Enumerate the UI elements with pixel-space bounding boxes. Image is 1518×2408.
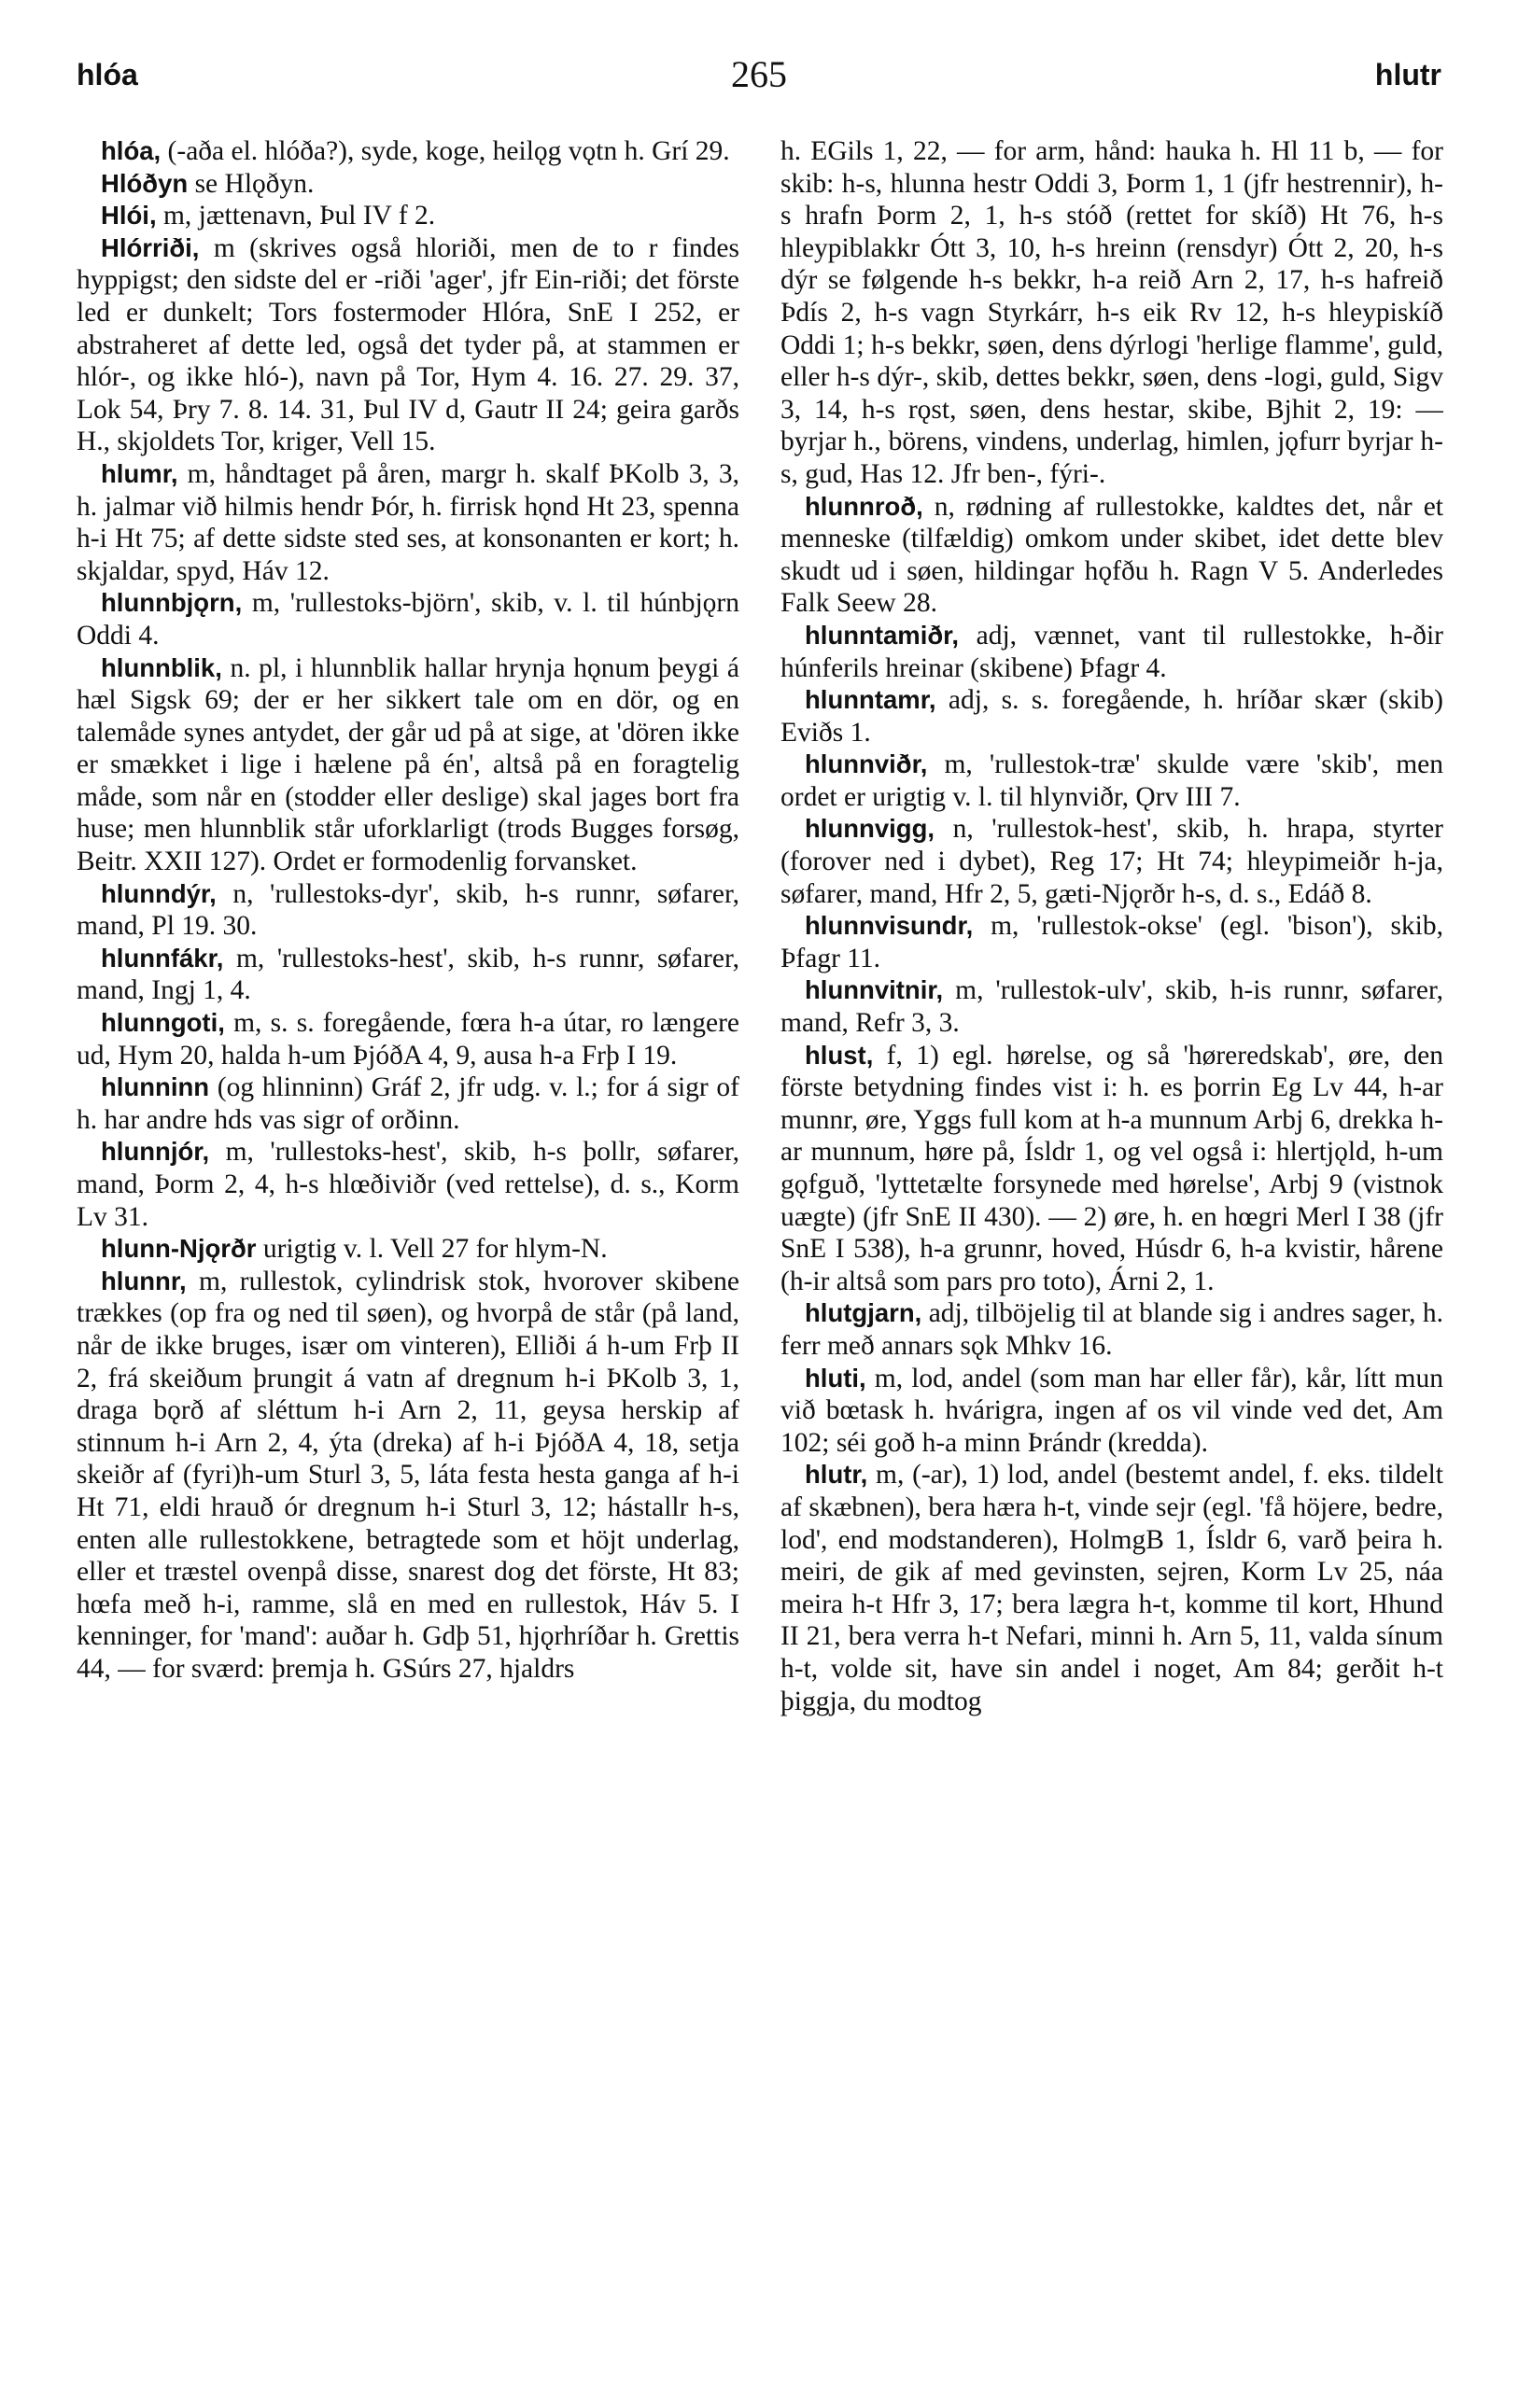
entry-headword: hlunnviðr, — [805, 749, 928, 779]
entry-headword: hlunnfákr, — [101, 943, 224, 973]
dictionary-entry — [780, 1297, 1443, 1362]
entry-definition: m, 'rullestoks-björn', skib, v. l. til húnbjǫrn Oddi 4. — [77, 588, 739, 651]
entry-headword: hlunnr, — [101, 1266, 187, 1295]
entry-definition: m, håndtaget på åren, margr h. skalf ÞKolb 3, 3, h. jalmar við hilmis hendr Þór, h. firrisk hǫnd Ht 23, spenna h-i Ht 75; af dette sidste sted ses, at konsonanten er kort; h. skjaldar, spyd, Háv 12. — [77, 458, 739, 586]
entry-headword: hlunnvisundr, — [805, 911, 974, 941]
entry-definition: m, jættenavn, Þul IV f 2. — [156, 201, 436, 231]
entry-headword: hlunnblik, — [101, 652, 222, 682]
dictionary-entry — [77, 232, 739, 458]
entry-headword: hlunnroð, — [805, 491, 923, 521]
entry-definition: adj, tilböjelig til at blande sig i andres sager, h. ferr með annars sǫk Mhkv 16. — [780, 1298, 1443, 1361]
entry-definition: adj, s. s. foregående, h. hríðar skær (skib) Eviðs 1. — [780, 685, 1443, 748]
page-number: 265 — [731, 53, 787, 95]
entry-definition: m, 'rullestoks-hest', skib, h-s runnr, søfarer, mand, Ingj 1, 4. — [77, 943, 739, 1006]
dictionary-entry — [780, 910, 1443, 974]
entry-headword: hlunnvigg, — [805, 814, 935, 844]
entry-definition: m (skrives også hloriði, men de to r findes hyppigst; den sidste del er -riði 'ager', jfr Ein-riði; det förste led er dunkelt; Tors fostermoder Hlóra, SnE I 252, er abstraheret af dette led, også det tyder på, at stammen er hlór-, og ikke hló-), navn på Tor, Hym 4. 16. 27. 29. 37, Lok 54, Þry 7. 8. 14. 31, Þul IV d, Gautr II 24; geira garðs H., skjoldets Tor, kriger, Vell 15. — [77, 232, 739, 457]
dictionary-entry — [780, 1459, 1443, 1717]
dictionary-entry — [780, 974, 1443, 1039]
page-header — [77, 53, 1441, 114]
entry-definition: m, (-ar), 1) lod, andel (bestemt andel, f. eks. tildelt af skæbnen), bera hæra h-t, vinde sejr (egl. 'få höjere, bedre, lod', end modstanderen), HolmgB 1, Ísldr 6, varð þeira h. meiri, de gik af med gevinsten, sejren, Korm Lv 25, náa meira h-t Hfr 3, 17; bera lægra h-t, komme til kort, Hhund II 21, bera verra h-t Nefari, minni h. Arn 5, 11, valda sínum h-t, volde sit, have sin andel i noget, Am 84; gerðit h-t þiggja, du modtog — [780, 1460, 1443, 1716]
entry-definition: m, lod, andel (som man har eller får), kår, lítt mun við bœtask h. hvárigra, ingen af os vil vinde ved det, Am 102; séi goð h-a minn Þrándr (kredda). — [780, 1363, 1443, 1458]
entry-definition: (og hlinninn) Gráf 2, jfr udg. v. l.; for á sigr of h. har andre hds vas sigr of orðinn. — [77, 1072, 739, 1135]
dictionary-entry — [77, 168, 739, 201]
entry-definition: m, 'rullestok-okse' (egl. 'bison'), skib, Þfagr 11. — [780, 911, 1443, 973]
entry-headword: hlumr, — [101, 458, 178, 488]
dictionary-entry — [77, 1233, 739, 1266]
entry-definition: adj, vænnet, vant til rullestokke, h-ðir húnferils hreinar (skibene) Þfagr 4. — [780, 620, 1443, 683]
dictionary-entry — [77, 1071, 739, 1136]
dictionary-entry — [77, 1136, 739, 1233]
entry-definition: n, 'rullestok-hest', skib, h. hrapa, styrter (forover ned i dybet), Reg 17; Ht 74; hleypimeiðr h-ja, søfarer, mand, Hfr 2, 5, gæti-Njǫrðr h-s, d. s., Edáð 8. — [780, 814, 1443, 909]
header-last-word: hlutr — [1374, 58, 1441, 91]
entry-definition: m, 'rullestoks-hest', skib, h-s þollr, søfarer, mand, Þorm 2, 4, h-s hlœðiviðr (ved rettelse), d. s., Korm Lv 31. — [77, 1137, 739, 1232]
dictionary-entry — [77, 135, 739, 168]
entry-definition: m, 'rullestok-ulv', skib, h-is runnr, søfarer, mand, Refr 3, 3. — [780, 975, 1443, 1039]
dictionary-entry — [77, 1007, 739, 1071]
entry-headword: hlunn-Njǫrðr — [101, 1234, 257, 1264]
entry-definition: m, s. s. foregående, fœra h-a útar, ro længere ud, Hym 20, halda h-um ÞjóðA 4, 9, ausa h-a Frþ I 19. — [77, 1008, 739, 1071]
dictionary-entry — [77, 652, 739, 878]
entry-headword: hlunnbjǫrn, — [101, 588, 243, 618]
dictionary-entry — [780, 135, 1443, 491]
entry-headword: hlunnvitnir, — [805, 975, 944, 1005]
entry-definition: m, rullestok, cylindrisk stok, hvorover skibene trækkes (op fra og ned til søen), og hvorpå de står (på land, når de ikke bruges, især om vinteren), Elliði á h-um Frþ II 2, frá skeiðum þrungit á vatn af dregnum h-i ÞKolb 3, 1, draga bǫrð af sléttum h-i Arn 2, 11, geysa herskip af stinnum h-i Arn 2, 4, ýta (dreka) af h-i ÞjóðA 4, 18, setja skeiðr af (fyri)h-um Sturl 3, 5, láta festa hesta ganga af h-i Ht 71, eldi hrauð ór dregnum h-i Sturl 3, 12; hástallr h-s, enten alle rullestokkene, betragtede som et höjt underlag, eller et træstel ovenpå disse, snarest dog det förste, Ht 83; hœfa með h-i, ramme, slå en med en rullestok, Háv 5. I kenninger, for 'mand': auðar h. Gdþ 51, hjǫrhríðar h. Grettis 44, — for sværd: þremja h. GSúrs 27, hjaldrs — [77, 1266, 739, 1684]
entry-definition: n. pl, i hlunnblik hallar hrynja hǫnum þeygi á hæl Sigsk 69; der er her sikkert tale om en dör, og en talemåde synes antydet, der går ud på at sige, at 'dören ikke er smækket i lige i hælene på én', altså på en foragtelig måde, som når en (stodder eller deslige) skal jages bort fra huse; men hlunnblik står uforklarligt (trods Bugges forsøg, Beitr. XXII 127). Ordet er formodenlig forvansket. — [77, 652, 739, 877]
dictionary-entry — [780, 1363, 1443, 1460]
entry-definition: (-aða el. hlóða?), syde, koge, heilǫg vǫtn h. Grí 29. — [161, 136, 730, 166]
entry-headword: hlunnjór, — [101, 1137, 210, 1167]
entry-headword: hlutgjarn, — [805, 1298, 922, 1328]
dictionary-entry — [77, 458, 739, 587]
entry-headword: hlóa, — [101, 136, 162, 165]
entry-headword: hluti, — [805, 1363, 866, 1393]
dictionary-entry — [77, 878, 739, 943]
dictionary-entry — [780, 813, 1443, 910]
entry-headword: hlust, — [805, 1040, 874, 1070]
entry-headword: Hlórriði, — [101, 232, 200, 262]
entry-definition: f, 1) egl. hørelse, og så 'høreredskab', øre, den förste betydning findes vist i: h. es þorrin Eg Lv 44, h-ar munnr, øre, Yggs full kom at h-a munnum Arbj 6, drekka h-ar munnum, høre på, Ísldr 1, og vel også i: hlertjǫld, h-um gǫfguð, 'lyttetælte forsynede med hørelse', Arbj 9 (vistnok uægte) (jfr SnE II 430). — 2) øre, h. en hœgri Merl I 38 (jfr SnE I 538), h-a grunnr, hoved, Húsdr 6, h-a kvistir, hårene (h-ir altså som pars pro toto), Árni 2, 1. — [780, 1040, 1443, 1296]
dictionary-entry — [77, 587, 739, 651]
entry-definition: urigtig v. l. Vell 27 for hlym-N. — [256, 1234, 608, 1265]
dictionary-entry — [780, 491, 1443, 620]
entry-definition: n, 'rullestoks-dyr', skib, h-s runnr, søfarer, mand, Pl 19. 30. — [77, 878, 739, 942]
entry-headword: Hlói, — [101, 201, 157, 231]
dictionary-entry — [77, 1266, 739, 1686]
dictionary-entry — [77, 200, 739, 232]
entry-definition: m, 'rullestok-træ' skulde være 'skib', men ordet er urigtig v. l. til hlynviðr, Ǫrv III 7. — [780, 749, 1443, 812]
right-column — [780, 135, 1443, 2375]
left-column — [77, 135, 739, 2375]
dictionary-entry — [780, 1040, 1443, 1298]
entry-definition: h. EGils 1, 22, — for arm, hånd: hauka h. Hl 11 b, — for skib: h-s, hlunna hestr Oddi 3, Þorm 1, 1 (jfr hestrennir), h-s hrafn Þorm 2, 1, h-s stóð (rettet for skíð) Ht 76, h-s hleypiblakkr Ótt 3, 10, h-s hreinn (rensdyr) Ótt 2, 20, h-s dýr se følgende h-s bekkr, h-a reið Arn 2, 17, h-s hafreið Þdís 2, h-s vagn Styrkárr, h-s eik Rv 12, h-s hleypiskíð Oddi 1; h-s bekkr, søen, dens dýrlogi 'herlige flamme', guld, eller h-s dýr-, skib, dettes bekkr, søen, dens -logi, guld, Sigv 3, 14, h-s rǫst, søen, dens hestar, skibe, Bjhit 2, 19: — byrjar h., börens, vindens, underlag, himlen, jǫfurr byrjar h-s, gud, Has 12. Jfr ben-, fýri-. — [780, 136, 1443, 489]
entry-headword: Hlóðyn — [101, 168, 189, 198]
dictionary-entry — [780, 749, 1443, 813]
entry-headword: hlunndýr, — [101, 878, 217, 908]
dictionary-entry — [780, 620, 1443, 684]
dictionary-entry — [780, 684, 1443, 749]
entry-definition: n, rødning af rullestokke, kaldtes det, når et menneske (tilfældig) omkom under skibet, idet dette blev skudt ud i søen, hildingar hǫfðu h. Ragn V 5. Anderledes Falk Seew 28. — [780, 491, 1443, 619]
entry-headword: hlunngoti, — [101, 1008, 225, 1038]
entry-definition: se Hlǫðyn. — [188, 168, 315, 199]
entry-headword: hlunninn — [101, 1072, 210, 1102]
dictionary-entry — [77, 943, 739, 1007]
entry-headword: hlunntamiðr, — [805, 620, 959, 650]
header-first-word: hlóa — [77, 58, 138, 91]
entry-headword: hlunntamr, — [805, 685, 936, 715]
entry-headword: hlutr, — [805, 1460, 868, 1490]
